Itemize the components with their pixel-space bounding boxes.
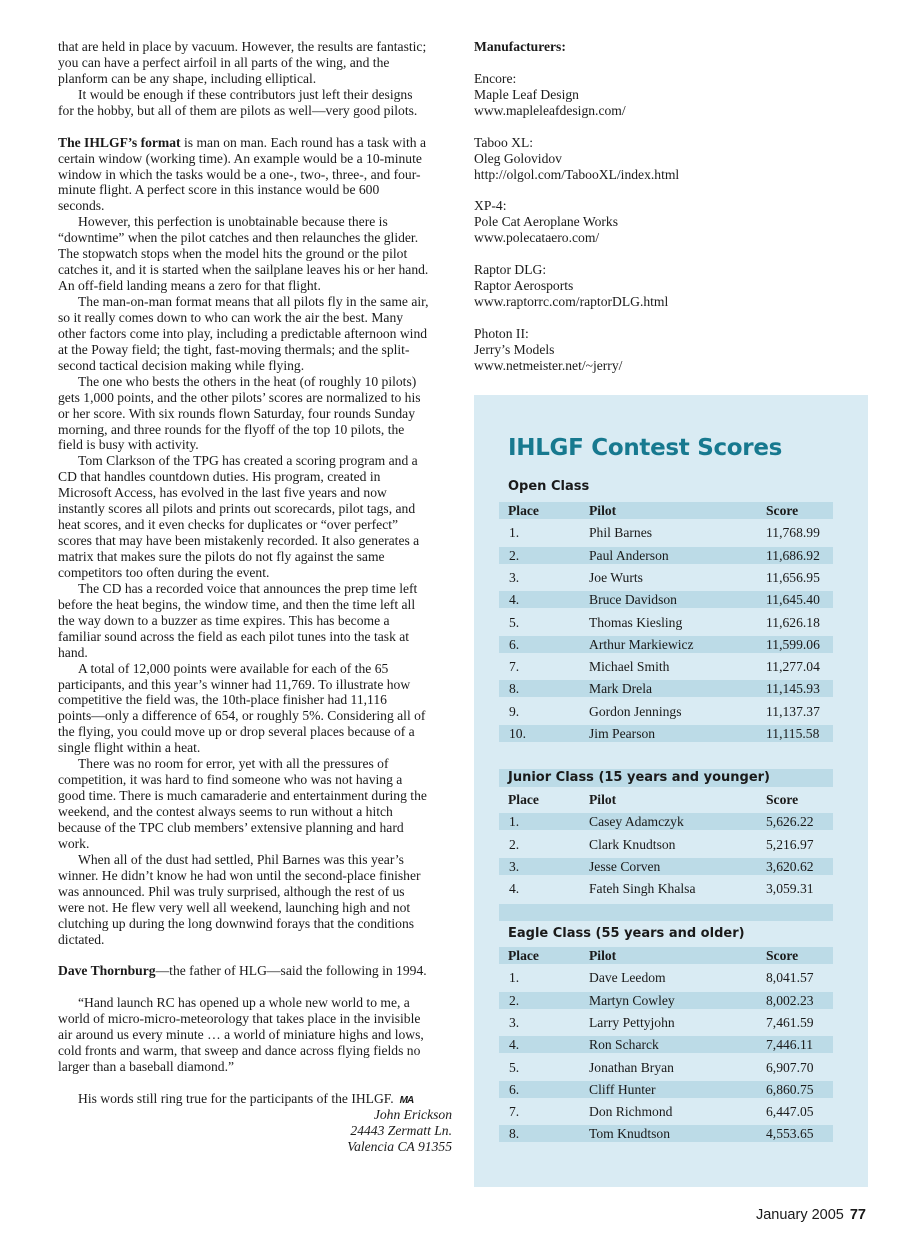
- text-line: [58, 87, 452, 103]
- line-text: because of the TPC club members’ extensive planning and hard: [58, 819, 404, 835]
- text-line: [58, 756, 452, 772]
- model-name: XP-4:: [474, 198, 507, 214]
- paragraph: [58, 87, 452, 119]
- blank-line: [58, 119, 452, 135]
- text-line: [58, 884, 452, 900]
- paragraph: [58, 39, 452, 87]
- line-text: CD that handles countdown duties. His program, created in: [58, 469, 381, 485]
- line-text: is man on man. Each round has a task with a: [180, 134, 426, 150]
- pilot-cell: Arthur Markiewicz: [589, 636, 694, 652]
- table-row: [499, 1103, 833, 1120]
- line-text: that are held in place by vacuum. However, the results are fantastic;: [58, 39, 427, 54]
- pilot-cell: Jim Pearson: [589, 726, 656, 741]
- line-text: “downtime” when the pilot catches and then relaunches the glider.: [58, 230, 419, 246]
- model-name: Photon II:: [474, 325, 529, 341]
- line-text: competitive the field was, the 10th-place finisher had 11,116: [58, 692, 387, 708]
- line-text: before the heat begins, the window time, and then the time left all: [58, 596, 416, 612]
- table-row: [499, 969, 833, 986]
- text-line: [58, 772, 452, 788]
- text-line: [58, 708, 452, 724]
- pilot-cell: Martyn Cowley: [589, 992, 675, 1008]
- line-text: second tactical decision making while flying.: [58, 357, 305, 373]
- line-text: Microsoft Access, has evolved in the last five years and now: [58, 485, 387, 501]
- model-name: Raptor DLG:: [474, 262, 547, 278]
- text-line: [58, 437, 452, 453]
- class-name: Eagle Class (55 years and older): [508, 926, 745, 941]
- score-cell: 6,860.75: [766, 1081, 814, 1097]
- text-line: [58, 453, 452, 469]
- blank-line: [58, 1075, 452, 1091]
- text-line: [58, 182, 452, 198]
- score-cell: 3,620.62: [766, 858, 814, 874]
- table-row: [499, 725, 833, 742]
- pilot-cell: Mark Drela: [589, 681, 653, 697]
- place-cell: 3.: [509, 1014, 520, 1030]
- pilot-cell: Pilot: [589, 503, 617, 518]
- place-cell: 10.: [509, 726, 526, 741]
- line-text: heat scores, and it even checks for duplicates or “over perfect”: [58, 517, 399, 533]
- model-name: Taboo XL:: [474, 134, 534, 150]
- score-cell: 11,768.99: [766, 525, 820, 541]
- line-text: certain window (working time). An example would be a 10-minute: [58, 150, 422, 166]
- text-line: [58, 932, 452, 948]
- maker-name: Maple Leaf Design: [474, 86, 579, 102]
- line-text: world of micro-micro-meteorology that takes place in the invisible: [58, 1011, 421, 1027]
- place-cell: 6.: [509, 1081, 520, 1097]
- pilot-cell: Larry Pettyjohn: [589, 1014, 675, 1030]
- page-number: 77: [849, 1207, 866, 1223]
- place-cell: 7.: [509, 659, 520, 675]
- line-text: was announced. Phil was truly surprised, although the rest of us: [58, 883, 405, 899]
- text-line: [58, 310, 452, 326]
- text-line: [58, 995, 452, 1011]
- paragraph: [58, 453, 452, 581]
- scores-title: IHLGF Contest Scores: [508, 435, 783, 461]
- text-line: [58, 167, 452, 183]
- manufacturer-entry: [474, 198, 854, 246]
- text-line: [58, 214, 452, 230]
- line-text: “Hand launch RC has opened up a whole new world to me, a: [78, 995, 410, 1011]
- place-cell: 4.: [509, 881, 520, 897]
- score-cell: 11,115.58: [766, 726, 820, 741]
- score-cell: Score: [766, 503, 799, 518]
- score-cell: 11,599.06: [766, 636, 820, 652]
- line-text: minute flight. A perfect score in this instance would be 600: [58, 182, 380, 198]
- pilot-cell: Ron Scharck: [589, 1037, 659, 1053]
- score-cell: 6,907.70: [766, 1059, 814, 1075]
- line-text: for the hobby, but all of them are pilots as well—very good pilots.: [58, 102, 418, 118]
- paragraph: [58, 995, 452, 1075]
- paragraph: [58, 852, 452, 948]
- paragraph: [58, 374, 452, 454]
- text-line: [58, 374, 452, 390]
- text-line: [58, 868, 452, 884]
- table-row: [499, 836, 833, 853]
- text-line: [58, 1011, 452, 1027]
- score-cell: 7,446.11: [766, 1037, 814, 1053]
- score-cell: 11,686.92: [766, 547, 820, 563]
- place-cell: 2.: [509, 547, 520, 563]
- pilot-cell: Joe Wurts: [589, 569, 643, 585]
- manufacturer-entry: [474, 135, 854, 183]
- text-line: [58, 852, 452, 868]
- text-line: [58, 692, 452, 708]
- line-text: were not. He flew very well all weekend, launching high and not: [58, 899, 411, 915]
- table-header-row: [499, 791, 833, 808]
- line-text: points—only a difference of 654, or roughly 5%. Considering all of: [58, 708, 426, 724]
- text-line: [58, 230, 452, 246]
- model-name: Encore:: [474, 70, 517, 86]
- issue-date: January 2005: [755, 1207, 844, 1223]
- place-cell: 8.: [509, 681, 520, 697]
- score-cell: 4,553.65: [766, 1126, 814, 1142]
- blank-line: [474, 182, 854, 198]
- text-line: [58, 485, 452, 501]
- line-text: catches it, and it is started when the sailplane leaves his or her hand.: [58, 262, 429, 278]
- text-line: [58, 788, 452, 804]
- text-line: [58, 469, 452, 485]
- maker-url[interactable]: http://olgol.com/TabooXL/index.html: [474, 166, 680, 182]
- line-text: Valencia CA 91355: [347, 1138, 452, 1154]
- text-line: [58, 900, 452, 916]
- text-line: [58, 629, 452, 645]
- line-text: A total of 12,000 points were available for each of the 65: [78, 660, 389, 676]
- line-text: hand.: [58, 644, 88, 660]
- line-text: dictated.: [58, 931, 105, 947]
- score-cell: 6,447.05: [766, 1104, 814, 1120]
- maker-url[interactable]: www.polecataero.com/: [474, 230, 600, 246]
- text-line: [58, 326, 452, 342]
- pilot-cell: Paul Anderson: [589, 547, 669, 563]
- text-line: [58, 1107, 452, 1123]
- paragraph: [58, 294, 452, 374]
- paragraph: [58, 214, 452, 294]
- score-cell: 7,461.59: [766, 1014, 814, 1030]
- score-cell: 11,645.40: [766, 592, 820, 608]
- blank-line: [474, 246, 854, 262]
- line-text: familiar sound across the field as each pilot tunes into the task at: [58, 628, 410, 644]
- place-cell: 6.: [509, 636, 520, 652]
- manufacturers-heading: Manufacturers:: [474, 39, 566, 54]
- table-row: [499, 858, 833, 875]
- line-text: John Erickson: [373, 1106, 452, 1122]
- place-cell: 4.: [509, 592, 520, 608]
- manufacturers-list: [474, 39, 854, 374]
- score-cell: 11,137.37: [766, 703, 820, 719]
- line-text: other factors come into play, including a predictable afternoon wind: [58, 325, 428, 341]
- table-header-row: [499, 502, 833, 519]
- manufacturer-entry: [474, 262, 854, 310]
- pilot-cell: Phil Barnes: [589, 525, 653, 541]
- pilot-cell: Gordon Jennings: [589, 703, 682, 719]
- blank-line: [474, 119, 854, 135]
- maker-url[interactable]: www.raptorrc.com/raptorDLG.html: [474, 294, 669, 309]
- maker-url[interactable]: www.netmeister.net/~jerry/: [474, 357, 623, 373]
- end-mark-logo: MA: [399, 1094, 414, 1106]
- line-text: seconds.: [58, 198, 105, 214]
- bold-lead-in: Dave Thornburg: [58, 963, 156, 979]
- paragraph: [58, 661, 452, 757]
- text-line: [58, 501, 452, 517]
- text-line: [58, 517, 452, 533]
- text-line: [58, 1043, 452, 1059]
- bold-lead-in: The IHLGF’s format: [58, 134, 181, 150]
- pilot-cell: Clark Knudtson: [589, 836, 676, 852]
- text-line: [58, 581, 452, 597]
- table-row: [499, 591, 833, 608]
- line-text: scores that may have been mistakenly recorded. It also generates a: [58, 533, 420, 549]
- paragraph: [58, 1091, 452, 1107]
- line-text: 24443 Zermatt Ln.: [350, 1122, 452, 1138]
- text-line: [58, 1139, 452, 1155]
- line-text: The stopwatch stops when the model hits the ground or the pilot: [58, 246, 408, 262]
- line-text: gets 1,000 points, and the other pilots’ scores are normalized to his: [58, 389, 421, 405]
- text-line: [58, 294, 452, 310]
- line-text: you can have a perfect airfoil in all parts of the wing, and the: [58, 54, 390, 70]
- line-text: so it really comes down to who can work the air the best. Many: [58, 309, 404, 325]
- text-line: [58, 358, 452, 374]
- text-line: [58, 1123, 452, 1139]
- manufacturer-entry: [474, 326, 854, 374]
- line-text: The man-on-man format means that all pilots fly in the same air,: [78, 294, 429, 309]
- text-line: [58, 549, 452, 565]
- table-row: [499, 992, 833, 1009]
- table-row: [499, 524, 833, 541]
- class-name: Open Class: [508, 479, 590, 494]
- text-line: [58, 645, 452, 661]
- paragraph: [58, 135, 452, 215]
- line-text: However, this perfection is unobtainable because there is: [78, 214, 388, 230]
- pilot-cell: Jesse Corven: [589, 858, 661, 874]
- class-heading: [499, 769, 833, 787]
- text-line: [58, 246, 452, 262]
- text-line: [58, 103, 452, 119]
- text-line: [58, 55, 452, 71]
- score-cell: Score: [766, 792, 799, 807]
- text-line: [58, 422, 452, 438]
- line-text: instantly scores all pilots and prints out scorecards, pilot tags, and: [58, 501, 416, 517]
- pilot-cell: Thomas Kiesling: [589, 614, 683, 630]
- text-line: [58, 533, 452, 549]
- spacer-stripe: [499, 904, 833, 921]
- text-line: [58, 677, 452, 693]
- page-footer: [756, 1207, 866, 1223]
- table-row: [499, 1125, 833, 1142]
- maker-name: Raptor Aerosports: [474, 278, 574, 294]
- pilot-cell: Dave Leedom: [589, 970, 666, 986]
- text-line: [58, 820, 452, 836]
- line-text: planform can be any shape, including elliptical.: [58, 70, 317, 86]
- text-line: [58, 597, 452, 613]
- pilot-cell: Michael Smith: [589, 659, 670, 675]
- score-cell: 5,626.22: [766, 814, 814, 830]
- text-line: [58, 916, 452, 932]
- place-cell: 2.: [509, 836, 520, 852]
- text-line: [58, 71, 452, 87]
- maker-name: Oleg Golovidov: [474, 150, 562, 166]
- class-heading: [499, 478, 833, 496]
- blank-line: [58, 979, 452, 995]
- pilot-cell: Tom Knudtson: [589, 1126, 670, 1142]
- place-cell: 3.: [509, 569, 520, 585]
- pilot-cell: Casey Adamczyk: [589, 814, 684, 830]
- score-cell: 11,656.95: [766, 569, 820, 585]
- pilot-cell: Pilot: [589, 792, 617, 807]
- line-text: window in which the tasks would be a one-, two-, three-, and four-: [58, 166, 421, 182]
- line-text: —the father of HLG—said the following in 1994.: [155, 963, 427, 979]
- line-text: The one who bests the others in the heat (of roughly 10 pilots): [78, 373, 417, 389]
- line-text: There was no room for error, yet with all the pressures of: [78, 756, 389, 772]
- line-text: or her score. With six rounds flown Saturday, four rounds Sunday: [58, 405, 415, 421]
- place-cell: 7.: [509, 1104, 520, 1120]
- text-line: [58, 804, 452, 820]
- score-cell: Score: [766, 948, 799, 963]
- text-line: [58, 740, 452, 756]
- text-line: [58, 565, 452, 581]
- table-row: [499, 569, 833, 586]
- table-row: [499, 1059, 833, 1076]
- line-text: matrix that makes sure the pilots do not fly against the same: [58, 549, 385, 564]
- pilot-cell: Jonathan Bryan: [589, 1059, 674, 1075]
- maker-name: Jerry’s Models: [474, 341, 555, 357]
- text-line: [58, 406, 452, 422]
- text-line: [58, 39, 452, 55]
- line-text: good time. There is much camaraderie and entertainment during the: [58, 788, 427, 804]
- table-row: [499, 636, 833, 653]
- table-row: [499, 880, 833, 897]
- pilot-cell: Cliff Hunter: [589, 1081, 656, 1097]
- table-row: [499, 1014, 833, 1031]
- text-line: [58, 342, 452, 358]
- place-cell: 4.: [509, 1037, 520, 1053]
- place-cell: 5.: [509, 614, 520, 630]
- line-text: The CD has a recorded voice that announces the prep time left: [78, 580, 418, 596]
- blank-line: [474, 55, 854, 71]
- table-header-row: [499, 947, 833, 964]
- place-cell: 9.: [509, 703, 520, 719]
- line-text: It would be enough if these contributors just left their designs: [78, 86, 413, 102]
- class-heading: [499, 925, 833, 943]
- score-cell: 8,002.23: [766, 992, 814, 1008]
- line-text: the flying, you could move up or drop several places because of a: [58, 724, 415, 740]
- place-cell: 1.: [509, 970, 520, 986]
- text-line: [58, 836, 452, 852]
- table-row: [499, 813, 833, 830]
- text-line: [58, 963, 452, 979]
- line-text: weekend, and the contest always seems to run without a hitch: [58, 804, 393, 819]
- place-cell: Place: [508, 792, 539, 807]
- table-row: [499, 547, 833, 564]
- text-line: [58, 613, 452, 629]
- text-line: [58, 198, 452, 214]
- line-text: Tom Clarkson of the TPG has created a scoring program and a: [78, 453, 418, 469]
- line-text: competition, it was hard to find someone who was not having a: [58, 772, 403, 788]
- class-name: Junior Class (15 years and younger): [508, 770, 770, 785]
- place-cell: 1.: [509, 525, 520, 541]
- line-text: at the Poway field; the tight, fast-moving thermals; and the split-: [58, 341, 410, 357]
- pilot-cell: Fateh Singh Khalsa: [589, 881, 696, 897]
- score-cell: 3,059.31: [766, 881, 814, 897]
- line-text: An off-field landing means a zero for that flight.: [58, 278, 321, 294]
- score-cell: 5,216.97: [766, 836, 814, 852]
- table-row: [499, 680, 833, 697]
- text-line: [58, 262, 452, 278]
- score-cell: 11,626.18: [766, 614, 820, 630]
- table-row: [499, 703, 833, 720]
- line-text: When all of the dust had settled, Phil Barnes was this year’s: [78, 851, 404, 867]
- text-line: [58, 390, 452, 406]
- score-cell: 11,277.04: [766, 659, 820, 675]
- line-text: clutching up during the long downwind forays that the conditions: [58, 915, 415, 931]
- pilot-cell: Don Richmond: [589, 1104, 673, 1120]
- pilot-cell: Bruce Davidson: [589, 592, 677, 608]
- line-text: single flight within a heat.: [58, 740, 201, 756]
- table-row: [499, 1036, 833, 1053]
- author-signature: [58, 1107, 452, 1155]
- table-row: [499, 614, 833, 631]
- blank-line: [58, 947, 452, 963]
- text-line: [58, 1059, 452, 1075]
- paragraph: [58, 756, 452, 852]
- place-cell: 3.: [509, 858, 520, 874]
- place-cell: 5.: [509, 1059, 520, 1075]
- article-left-column: [58, 39, 452, 1155]
- line-text: field is busy with activity.: [58, 437, 199, 453]
- manufacturer-entry: [474, 71, 854, 119]
- line-text: cold fronts and warm, that sweep and dance across flying fields no: [58, 1043, 421, 1059]
- line-text: His words still ring true for the participants of the IHLGF.: [78, 1090, 394, 1106]
- place-cell: 8.: [509, 1126, 520, 1142]
- pilot-cell: Pilot: [589, 948, 617, 963]
- paragraph: [58, 581, 452, 661]
- blank-line: [474, 310, 854, 326]
- line-text: the way down to a buzzer as time expires. This has become a: [58, 612, 390, 628]
- text-line: [58, 661, 452, 677]
- table-row: [499, 658, 833, 675]
- text-line: [58, 151, 452, 167]
- line-text: air around us every minute … a world of miniature highs and lows,: [58, 1027, 424, 1043]
- line-text: competitors too often during the event.: [58, 564, 270, 580]
- place-cell: Place: [508, 503, 539, 518]
- text-line: [58, 1027, 452, 1043]
- line-text: work.: [58, 835, 90, 851]
- line-text: winner. He didn’t know he had won until the second-place finisher: [58, 867, 421, 883]
- place-cell: 1.: [509, 814, 520, 830]
- text-line: [58, 278, 452, 294]
- maker-url[interactable]: www.mapleleafdesign.com/: [474, 102, 626, 118]
- score-cell: 11,145.93: [766, 681, 820, 697]
- table-row: [499, 1081, 833, 1098]
- text-line: [58, 724, 452, 740]
- line-text: larger than a baseball diamond.”: [58, 1059, 235, 1074]
- place-cell: Place: [508, 948, 539, 963]
- maker-name: Pole Cat Aeroplane Works: [474, 214, 619, 230]
- line-text: morning, and three rounds for the flyoff of the top 10 pilots, the: [58, 421, 405, 437]
- line-text: participants, and this year’s winner had 11,769. To illustrate how: [58, 676, 411, 692]
- place-cell: 2.: [509, 992, 520, 1008]
- text-line: [58, 135, 452, 151]
- text-line: [58, 1091, 452, 1107]
- score-cell: 8,041.57: [766, 970, 814, 986]
- paragraph: [58, 963, 452, 979]
